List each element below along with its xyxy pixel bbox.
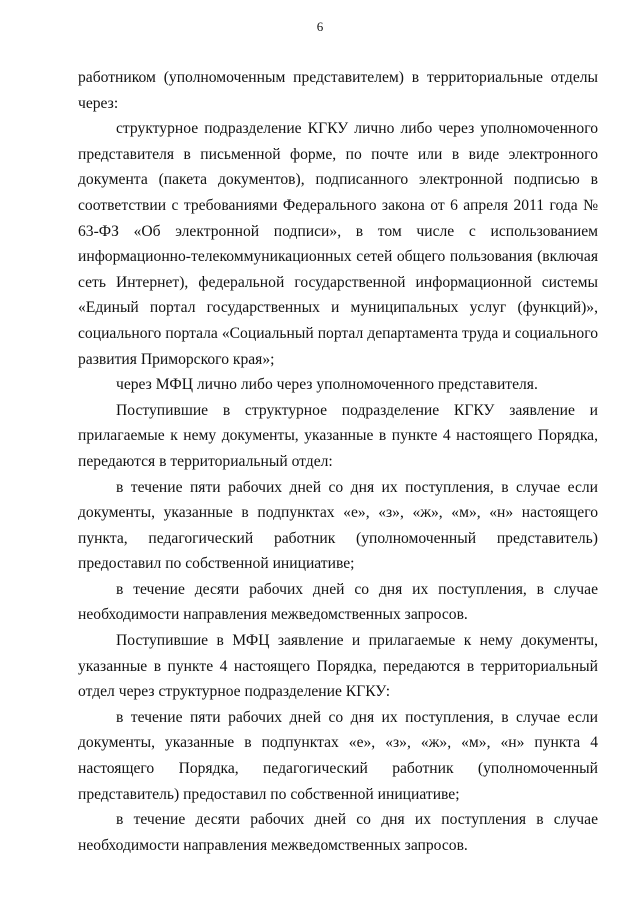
paragraph: в течение десяти рабочих дней со дня их поступления, в случае необходимости направления межведомственных запросов.	[78, 580, 598, 624]
paragraph: Поступившие в структурное подразделение КГКУ заявление и прилагаемые к нему документы, указанные в пункте 4 настоящего Порядка, передаются в территориальный отдел:	[78, 401, 598, 470]
paragraph: работником (уполномоченным представителем) в территориальные отделы через:	[78, 69, 598, 112]
paragraph: Поступившие в МФЦ заявление и прилагаемые к нему документы, указанные в пункте 4 настоящего Порядка, передаются в территориальный отдел через структурное подразделение КГКУ:	[78, 632, 598, 701]
paragraph: в течение пяти рабочих дней со дня их поступления, в случае если документы, указанные в подпунктах «е», «з», «ж», «м», «н» пункта 4 настоящего Порядка, педагогический работник (уполномоченный представитель) предоставил по собственной инициативе;	[78, 708, 598, 803]
document-body	[78, 65, 598, 858]
paragraph: структурное подразделение КГКУ лично либо через уполномоченного представителя в письменной форме, по почте или в виде электронного документа (пакета документов), подписанного электронной подписью в соответствии с требованиями Федерального закона от 6 апреля 2011 года № 63-ФЗ «Об электронной подписи», в том числе с использованием информационно-телекоммуникационных сетей общего пользования (включая сеть Интернет), федеральной государственной информационной системы «Единый портал государственных и муниципальных услуг (функций)», социального портала «Социальный портал департамента труда и социального развития Приморского края»;	[78, 120, 598, 368]
paragraph: в течение десяти рабочих дней со дня их поступления в случае необходимости направления межведомственных запросов.	[78, 811, 598, 854]
page-number: 6	[316, 19, 324, 34]
paragraph: в течение пяти рабочих дней со дня их поступления, в случае если документы, указанные в подпунктах «е», «з», «ж», «м», «н» настоящего пункта, педагогический работник (уполномоченный представитель) предоставил по собственной инициативе;	[78, 478, 598, 573]
paragraph: через МФЦ лично либо через уполномоченного представителя.	[116, 376, 538, 394]
